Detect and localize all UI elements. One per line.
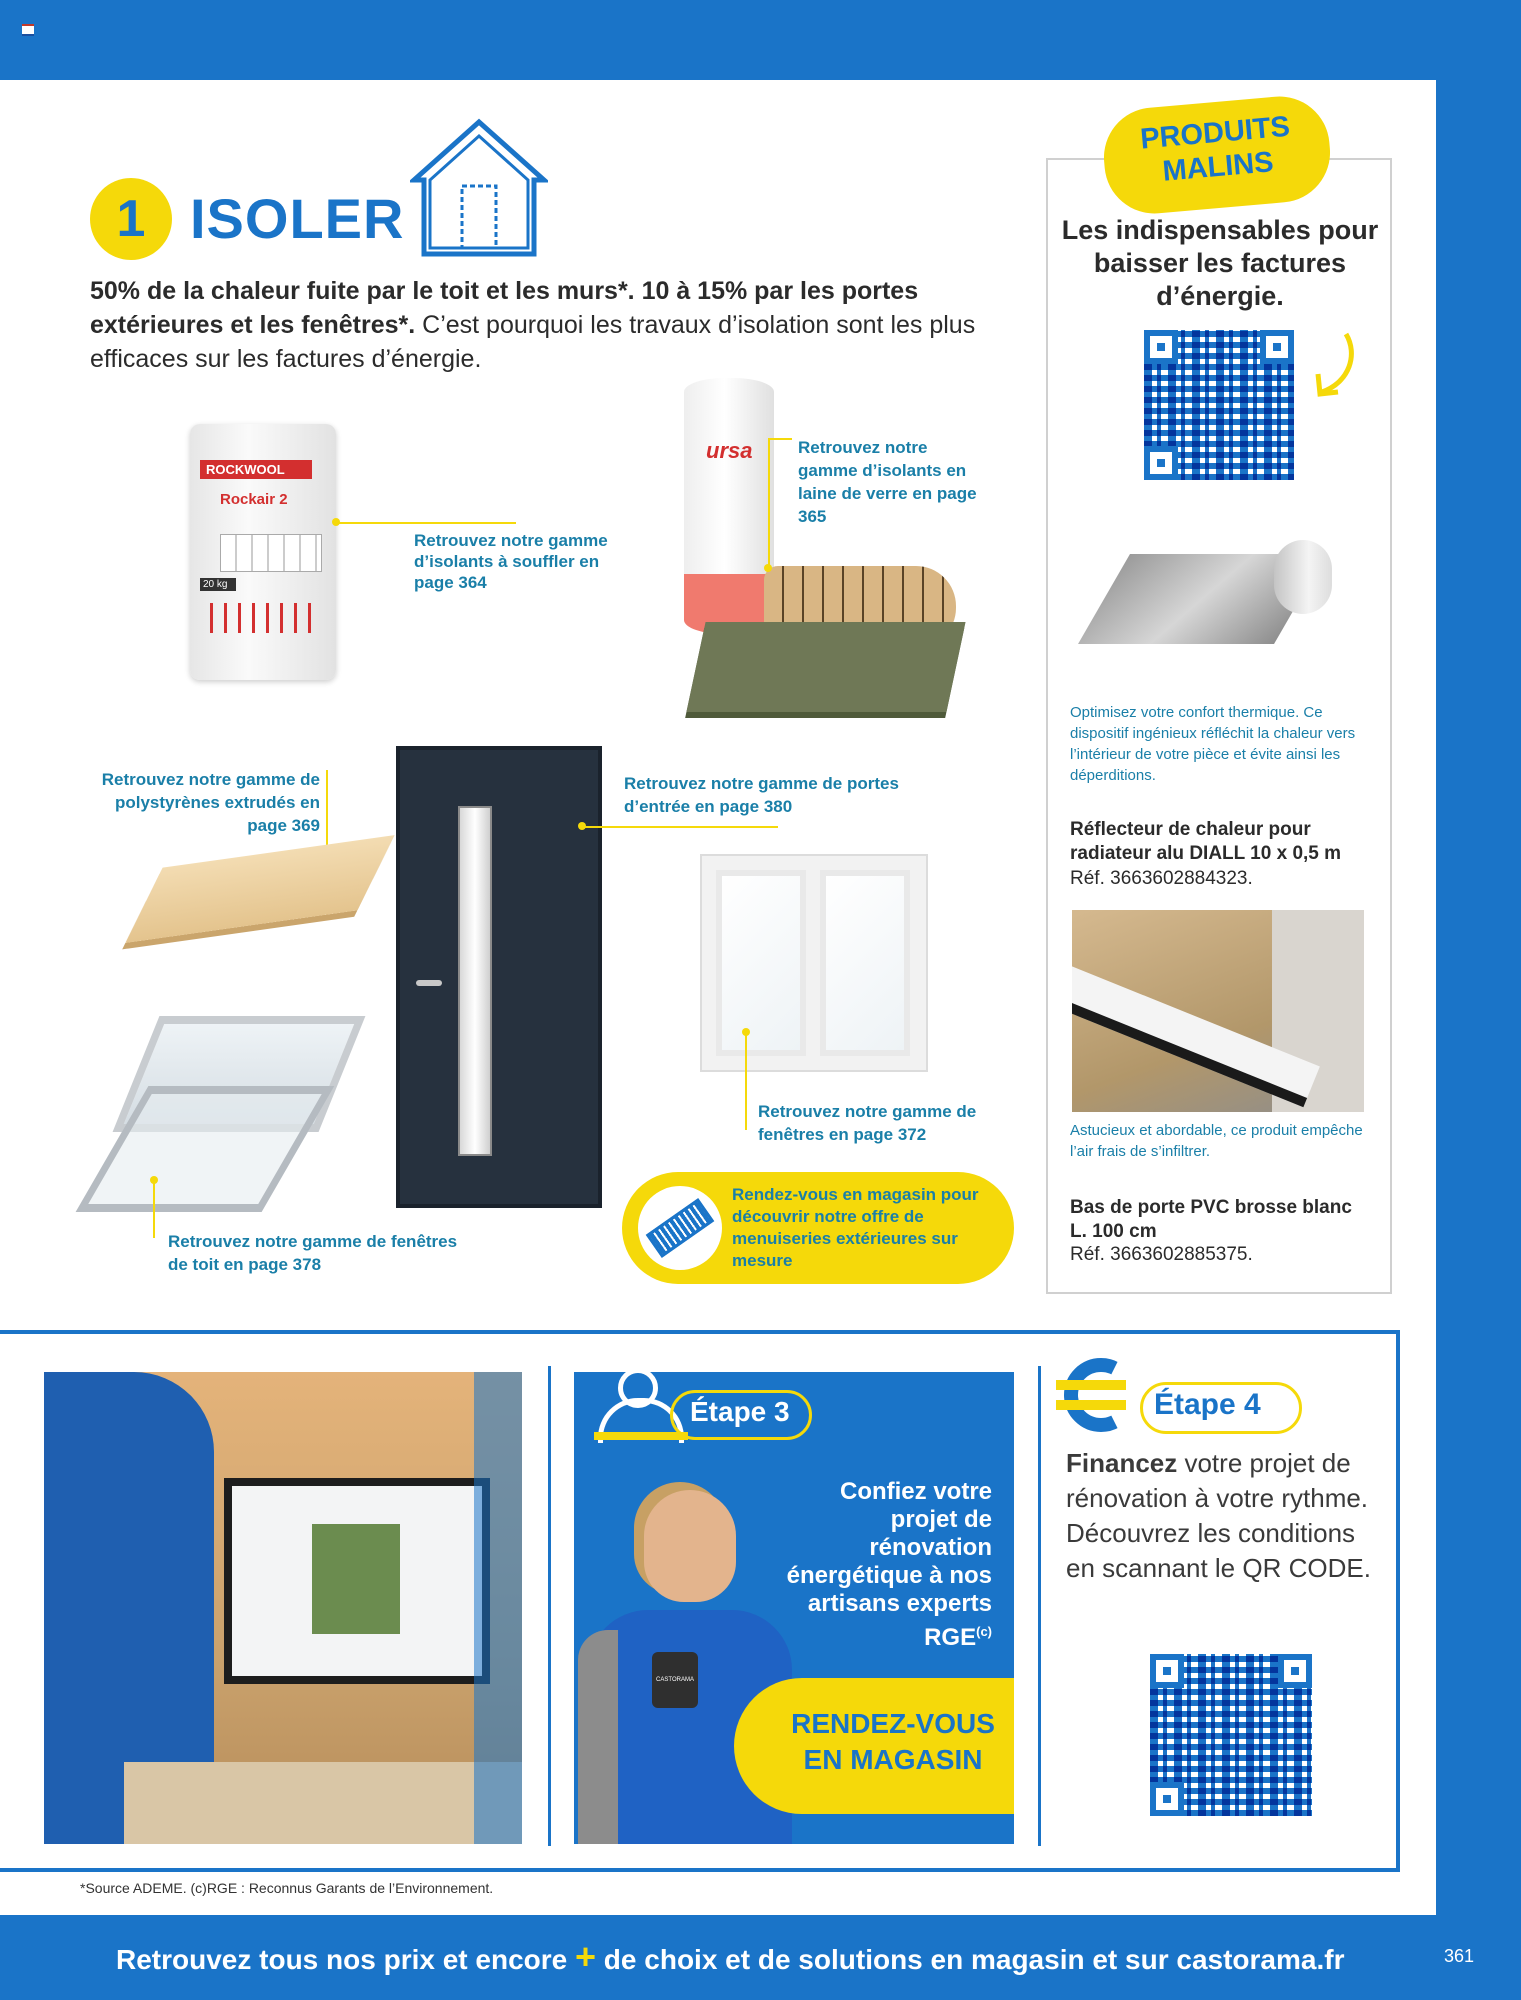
callout-line [768,438,770,568]
basporte-name: Bas de porte PVC brosse blanc L. 100 cm [1070,1197,1352,1242]
rockwool-name: Rockair 2 [220,491,288,508]
rockwool-bag-image [190,424,336,680]
reflecteur-name: Réflecteur de chaleur pour radiateur alu DIALL 10 x 0,5 m [1070,819,1342,864]
callout-line [336,522,516,524]
callout-portes: Retrouvez notre gamme de portes d’entrée en page 380 [624,774,899,816]
magasin-offer-text: Rendez-vous en magasin pour découvrir notre offre de menuiseries extérieures sur mesure [732,1185,979,1270]
page-number: 361 [1444,1946,1475,1966]
window-image [700,854,928,1072]
etape3-panel [574,1372,1014,1844]
footer-text-after: de choix et de solutions en magasin et sur castorama.fr [596,1944,1345,1975]
etape3-text [772,1478,992,1652]
callout-dot [332,518,340,526]
divider [548,1366,551,1846]
section-number-badge [90,178,172,260]
badge-line1: PRODUITS [1139,110,1292,156]
callout-line [768,438,792,440]
euro-icon [1064,1358,1138,1432]
customer-computer-photo [44,1372,522,1844]
footer-text-before: Retrouvez tous nos prix et encore [116,1944,575,1975]
section-title: ISOLER [190,187,405,250]
bas-de-porte-image [1072,910,1364,1112]
etape4-label: Étape 4 [1154,1388,1261,1421]
intro-bold: 50% de la chaleur fuite par le toit et les murs*. 10 à 15% par les portes extérieures et les fenêtres*. [90,277,919,339]
etape4-regular: votre projet de rénovation à votre rythme. Découvrez les conditions en scannant le QR CODE. [1066,1448,1371,1583]
footnote: *Source ADEME. (c)RGE : Reconnus Garants de l’Environnement. [80,1880,494,1896]
callout-souffler: Retrouvez notre gamme d’isolants à souffler en page 364 [414,531,608,592]
callout-polystyrene: Retrouvez notre gamme de polystyrènes extrudés en page 369 [101,770,320,835]
rockwool-brand: ROCKWOOL [200,460,312,479]
reflecteur-image [1104,530,1330,648]
roof-window-image [92,1016,330,1202]
reflecteur-desc: Optimisez votre confort thermique. Ce dispositif ingénieux réfléchit la chaleur vers l’intérieur de votre pièce et évite ainsi les déperditions. [1070,704,1356,784]
etape4-text [1066,1446,1388,1586]
etape3-text-main: Confiez votre projet de rénovation énergétique à nos artisans experts RGE [786,1478,992,1651]
callout-line [153,1180,155,1238]
flag-icon [22,24,34,36]
qr-code-sidebar[interactable] [1144,330,1294,480]
magasin-offer-pill[interactable] [622,1172,1014,1284]
intro-regular: C’est pourquoi les travaux d’isolation sont les plus efficaces sur les factures d’énergie. [90,311,976,373]
reflecteur-ref: Réf. 3663602884323. [1070,868,1253,889]
etape4-bold: Financez [1066,1448,1178,1478]
etape3-label: Étape 3 [690,1396,790,1427]
sidebar-heading: Les indispensables pour baisser les factures d’énergie. [1061,215,1379,311]
ursa-brand: ursa [706,438,753,463]
ruler-icon-badge [638,1186,722,1270]
entrance-door-image [396,746,602,1208]
house-icon [410,118,548,258]
etape3-sup: (c) [976,1624,992,1639]
callout-toit: Retrouvez notre gamme de fenêtres de toit en page 378 [168,1232,458,1274]
artisan-icon [594,1372,678,1440]
divider [1038,1366,1041,1846]
advisor-badge: CASTORAMA [652,1652,698,1708]
callout-line [582,826,778,828]
footer-tagline [116,1936,1344,1978]
rockwool-weight: 20 kg [200,578,236,591]
callout-fenetres: Retrouvez notre gamme de fenêtres en page 372 [758,1102,977,1144]
arrow-icon [1310,330,1360,402]
rendez-vous-label: RENDEZ-VOUS EN MAGASIN [791,1708,995,1775]
callout-dot [764,564,772,572]
ursa-roll-image [684,378,774,632]
section-number: 1 [116,190,146,248]
ruler-icon [646,1198,714,1258]
glasswool-panel-image [686,622,965,712]
basporte-desc: Astucieux et abordable, ce produit empêche l’air frais de s’infiltrer. [1070,1122,1363,1160]
badge-line2: MALINS [1161,146,1275,188]
section-intro [90,274,1020,376]
basporte-ref: Réf. 3663602885375. [1070,1244,1253,1265]
callout-line [745,1034,747,1130]
callout-laine: Retrouvez notre gamme d’isolants en laine de verre en page 365 [798,438,977,526]
qr-code-etape4[interactable] [1150,1654,1312,1816]
rendez-vous-cta[interactable] [734,1678,1014,1814]
footer-plus-icon: + [575,1936,597,1977]
